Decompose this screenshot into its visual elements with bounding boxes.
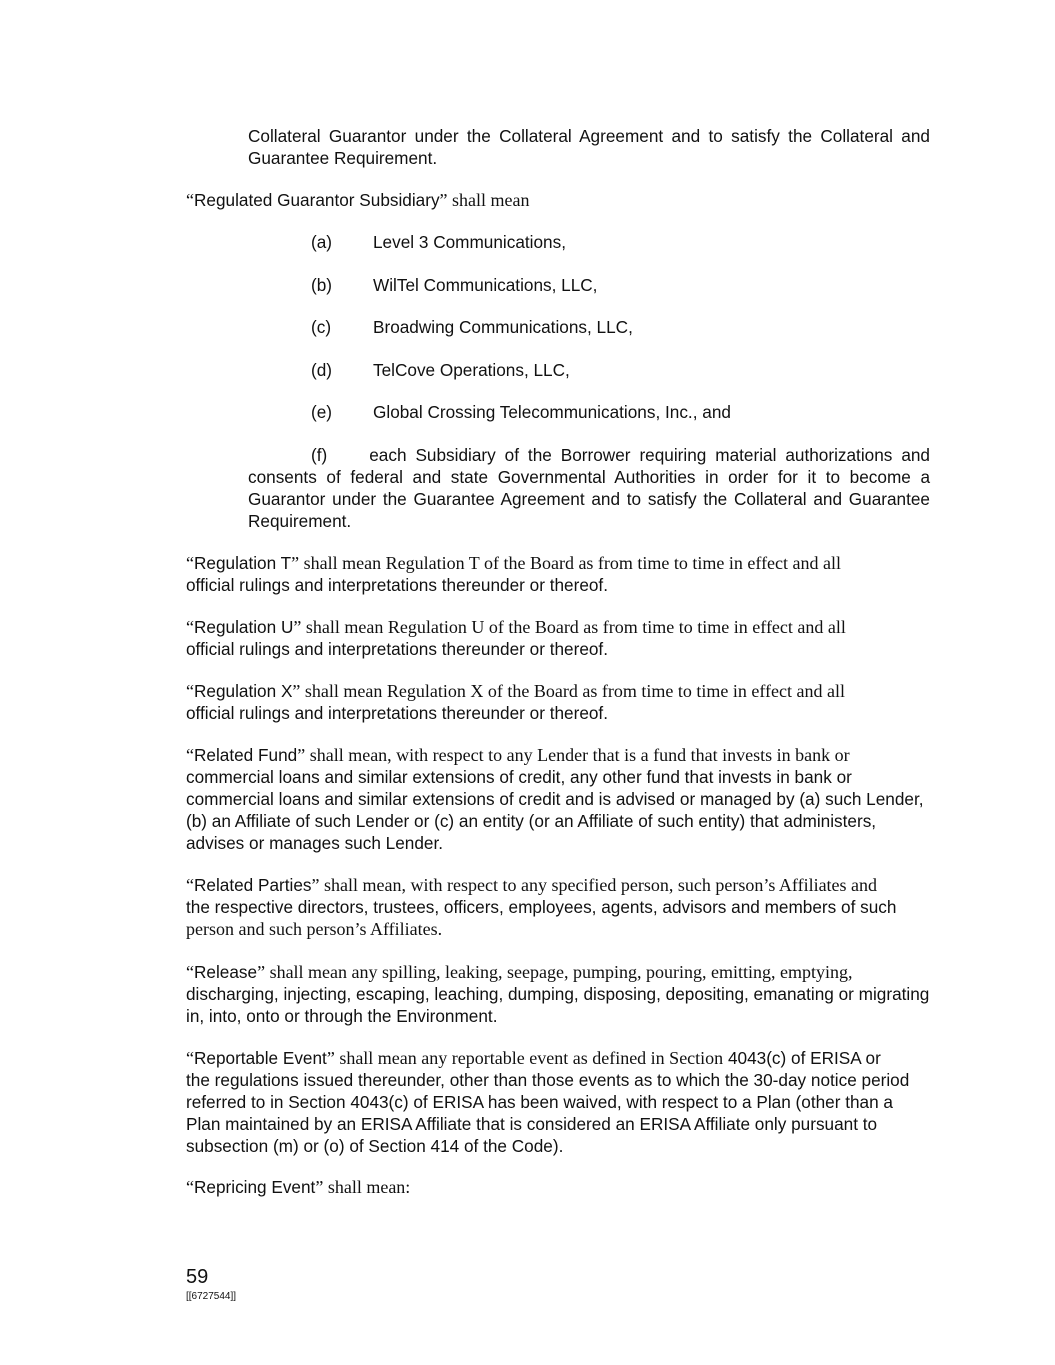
definition-body: the regulations issued thereunder, other than those events as to which the 30-day notice period referred to in Section 4043(c) of ERISA has been waived, with respect to a Plan (other than a Plan maintained by an ERISA Affiliate that is considered an ERISA Affiliate only pursuant to subsection (m) or (o) of Section 414 of the Code). <box>186 1070 910 1156</box>
list-item-f <box>248 444 930 532</box>
definition-regulation-x: “Regulation X” shall mean Regulation X of the Board as from time to time in effect and all official rulings and interpretations thereunder or thereof. <box>186 681 845 723</box>
close-quote: ” <box>439 190 448 210</box>
definition-release: “Release” shall mean any spilling, leaking, seepage, pumping, pouring, emitting, emptying, discharging, injecting, escaping, leaching, dumping, disposing, depositing, emanating or migrating in, into, onto or through the Environment. <box>186 962 930 1026</box>
list-item-label: (f) <box>311 445 328 465</box>
open-quote: “ <box>186 190 194 210</box>
defined-term: Regulation X <box>194 681 293 701</box>
definition-related-parties: “Related Parties” shall mean, with respect to any specified person, such person’s Affiliates and the respective directors, trustees, officers, employees, agents, advisors and members of such person and such person’s Affiliates. <box>186 875 897 939</box>
definition-body: commercial loans and similar extensions of credit, any other fund that invests in bank or commercial loans and similar extensions of credit and is advised or managed by (a) such Lender, (b) an Affiliate of such Lender or (c) an entity (or an Affiliate of such entity) that administers, advises or manages such Lender. <box>186 767 924 853</box>
defined-term: Related Parties <box>194 875 312 895</box>
defined-term: Related Fund <box>194 745 298 765</box>
definition-lead: ” shall mean any spilling, leaking, seepage, pumping, pouring, emitting, emptying, <box>257 962 853 982</box>
defined-term: Release <box>194 962 258 982</box>
defined-term: Regulation T <box>194 553 292 573</box>
document-id: [[6727544]] <box>186 1291 237 1302</box>
definition-body: official rulings and interpretations thereunder or thereof. <box>186 575 608 595</box>
continuation-paragraph: Collateral Guarantor under the Collateral Agreement and to satisfy the Collateral and Guarantee Requirement. <box>248 126 930 168</box>
definition-lead: ” shall mean Regulation T of the Board as from time to time in effect and all <box>291 553 842 573</box>
list-item-label: (c) <box>311 317 332 337</box>
definition-regulation-u: “Regulation U” shall mean Regulation U of the Board as from time to time in effect and all official rulings and interpretations thereunder or thereof. <box>186 617 846 659</box>
definition-lead: ” shall mean: <box>315 1177 411 1197</box>
defined-term: Reportable Event <box>194 1048 327 1068</box>
definition-body: official rulings and interpretations thereunder or thereof. <box>186 703 608 723</box>
definition-tail: person and such person’s Affiliates. <box>186 919 443 939</box>
list-item-label: (d) <box>311 360 333 380</box>
list-item-label: (a) <box>311 232 333 252</box>
list-item-text: TelCove Operations, LLC, <box>373 360 570 380</box>
definition-reportable-event: “Reportable Event” shall mean any reportable event as defined in Section 4043(c) of ERISA or the regulations issued thereunder, other than those events as to which the 30-day notice period referred to in Section 4043(c) of ERISA has been waived, with respect to a Plan (other than a Plan maintained by an ERISA Affiliate that is considered an ERISA Affiliate only pursuant to subsection (m) or (o) of Section 414 of the Code). <box>186 1048 910 1156</box>
definition-lead: shall mean <box>447 190 530 210</box>
page-number: 59 <box>186 1266 209 1288</box>
definition-related-fund: “Related Fund” shall mean, with respect to any Lender that is a fund that invests in bank or commercial loans and similar extensions of credit, any other fund that invests in bank or commercial loans and similar extensions of credit and is advised or managed by (a) such Lender, (b) an Affiliate of such Lender or (c) an entity (or an Affiliate of such entity) that administers, advises or manages such Lender. <box>186 745 924 853</box>
definition-lead: ” shall mean Regulation X of the Board as from time to time in effect and all <box>292 681 845 701</box>
definition-inline: 4043(c) of ERISA or <box>723 1048 881 1068</box>
list-item-label: (e) <box>311 402 333 422</box>
list-item-text: Broadwing Communications, LLC, <box>373 317 633 337</box>
list-item-text: each Subsidiary of the Borrower requiring material authorizations and consents of federal and state Governmental Authorities in order for it to become a Guarantor under the Guarantee Agreement and to satisfy the Collateral and Guarantee Requirement. <box>248 445 930 531</box>
definition-body: discharging, injecting, escaping, leaching, dumping, disposing, depositing, emanating or migrating in, into, onto or through the Environment. <box>186 984 930 1026</box>
defined-term: Repricing Event <box>194 1177 316 1197</box>
definition-regulation-t: “Regulation T” shall mean Regulation T of the Board as from time to time in effect and all official rulings and interpretations thereunder or thereof. <box>186 553 842 595</box>
list-item-text: Level 3 Communications, <box>373 232 566 252</box>
defined-term: Regulation U <box>194 617 294 637</box>
definition-repricing-event: “Repricing Event” shall mean: <box>186 1177 411 1197</box>
list-item-text: Global Crossing Telecommunications, Inc., and <box>373 402 731 422</box>
definition-body: official rulings and interpretations thereunder or thereof. <box>186 639 608 659</box>
definition-lead: ” shall mean any reportable event as defined in Section <box>326 1048 724 1068</box>
definition-body: the respective directors, trustees, officers, employees, agents, advisors and members of such <box>186 897 897 917</box>
defined-term: Regulated Guarantor Subsidiary <box>194 190 440 210</box>
definition-lead: ” shall mean, with respect to any Lender that is a fund that invests in bank or <box>297 745 850 765</box>
definition-lead: ” shall mean, with respect to any specified person, such person’s Affiliates and <box>311 875 878 895</box>
definition-lead: ” shall mean Regulation U of the Board as from time to time in effect and all <box>293 617 846 637</box>
list-item-text: WilTel Communications, LLC, <box>373 275 598 295</box>
list-item-label: (b) <box>311 275 333 295</box>
definition-regulated-guarantor-subsidiary <box>186 189 930 211</box>
